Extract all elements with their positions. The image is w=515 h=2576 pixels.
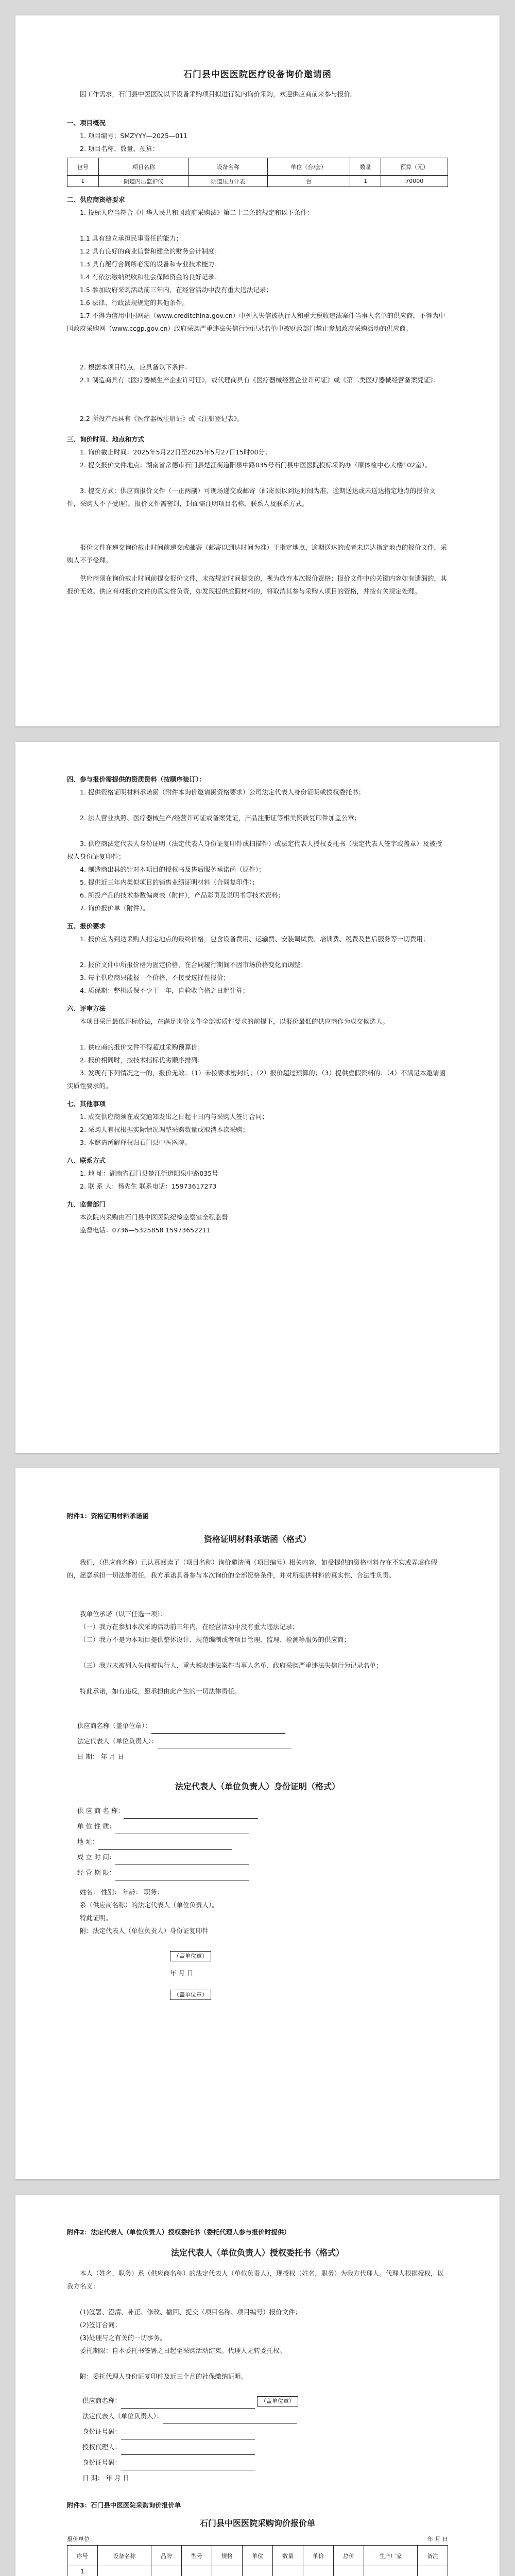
page-title: 石门县中医医院医疗设备询价邀请函 [183,70,332,80]
paragraph: 特此证明。 [80,1914,112,1922]
paragraph: 2. 法人营业执照、医疗器械生产/经营许可证或备案凭证，产品注册证等相关资质复印件加盖公章； [80,814,361,822]
section-heading: 八、联系方式 [67,1157,106,1164]
section-heading: 六、评审方法 [67,1005,106,1012]
table-header: 序号 [67,2546,98,2566]
contact-person: 2. 联 系 人：杨先生 联系电话：15973617273 [80,1182,217,1190]
paragraph: 供应商须在询价截止时间前提交报价文件，未按规定时间提交的，视为放弃本次报价资格；报价文件中的关键内容如有遗漏的，其报价无效。供应商对报价文件的真实性负责，如发现提供虚假材料的，将取消其参与采购人项目的资格，并按有关规定处理。 [67,574,447,595]
form-field: 法定代表人（单位负责人）： [82,2409,448,2424]
table-header: 设备名称 [98,2546,151,2566]
form-title: 石门县中医医院采购询价报价单 [199,2518,315,2528]
paragraph: 委托期限：自本委托书签署之日起至采购活动结束。代理人无转委托权。 [80,2347,286,2354]
paragraph: （一）我方在参加本次采购活动前三年内，在经营活动中没有重大违法记录； [80,1623,299,1631]
table-header: 备注 [417,2546,448,2566]
table-header: 型号 [181,2546,212,2566]
paragraph: 3. 发现有下列情况之一的，报价无效：（1）未按要求密封的；（2）报价超过预算的；（3）提供虚假资料的；（4）不满足本邀请函实质性要求的。 [67,1069,446,1090]
paragraph: 1.3 具有履行合同所必需的设备和专业技术能力； [80,260,221,268]
paragraph: 2.2 所投产品具有《医疗器械注册证》或《注册登记表》。 [80,415,244,422]
table-row: 1 阴道内压监护仪 阴道压力计表 台 1 70000 [67,176,448,187]
form-field: 授权代理人： [82,2439,448,2455]
table-header: 品牌 [151,2546,181,2566]
paragraph: 5. 提供近三年内类似项目的销售业绩证明材料（合同复印件）； [80,878,259,886]
paragraph: (2)签订合同； [80,2321,122,2329]
signature-date: 年 月 日 [170,1969,194,1977]
signature-date: 日 期： 年 月 日 [82,2474,129,2482]
table-header: 包号 [67,158,99,176]
paragraph: 1.2 具有良好的商业信誉和健全的财务会计制度； [80,247,221,255]
paragraph: 2. 根据本项目特点，应具备以下条件： [80,363,191,371]
paragraph: 3. 供应商法定代表人身份证明（法定代表人身份证复印件或扫描件）或法定代表人授权委托书（法定代表人签字或盖章）及被授权人身份证复印件； [67,840,442,860]
paragraph: 附：委托代理人身份证复印件及近三个月的社保缴纳证明。 [80,2372,248,2380]
budget-table [67,158,448,187]
supervision-phone: 监督电话：0736—5325858 15973652211 [80,1226,211,1234]
project-items-label: 2. 项目名称、数量、预算： [80,145,159,152]
form-field: 供 应 商 名 称： [77,1803,448,1819]
paragraph: 1.6 法律、行政法规规定的其他条件。 [80,299,189,307]
paragraph: （二）我方不是为本项目提供整体设计、规范编制或者项目管理、监理、检测等服务的供应商； [80,1636,351,1643]
signature-date: 日 期： 年 月 日 [77,1753,124,1760]
page-2 [15,742,500,1453]
signature-supplier: 供应商名称（盖单位章）： [77,1718,448,1734]
form-title: 资格证明材料承诺函（格式） [203,1534,311,1544]
paragraph: 我们，（供应商名称）已认真阅读了（项目名称）询价邀请函（项目编号）相关内容，如受提供的资格材料存在不实或弄虚作假的，愿意承担一切法律责任。我方承诺具备参与本次询价的全部资格条件，并对所提供材料的真实性、合法性负责。 [67,1558,437,1579]
section-heading: 三、询价时间、地点和方式 [67,435,145,443]
form-field: 经 营 期 限： [77,1865,448,1880]
contact-address: 1. 地 址：湖南省石门县楚江街道阳泉中路035号 [80,1170,218,1177]
intro-paragraph: 因工作需求，石门县中医医院以下设备采购项目拟进行院内询价采购，欢迎供应商前来参与报价。 [80,90,357,98]
table-header: 规格 [212,2546,242,2566]
paragraph: 1.1 具有独立承担民事责任的能力； [80,234,182,242]
form-field: 成 立 时 间： [77,1850,448,1865]
paragraph: 1. 报价应为到达采购人指定地点的最终价格，包含设备费用、运输费、安装调试费、培训费、税费及售后服务等一切费用； [80,935,430,943]
paragraph: 1. 成交供应商须在成交通知发出之日起十日内与采购人签订合同； [80,1113,268,1121]
paragraph: 1.4 有依法缴纳税收和社会保障资金的良好记录； [80,273,221,281]
paragraph: 姓名： 性别： 年龄： 职务： [80,1888,163,1896]
paragraph: 本项目采用最低评标价法，在满足询价文件全部实质性要求的前提下，以报价最低的供应商作为成交候选人。 [80,1018,389,1025]
paragraph: 系（供应商名称）的法定代表人（单位负责人）。 [80,1901,218,1909]
table-header: 项目名称 [98,158,188,176]
paragraph: 1.7 不得为信用中国网站（www.creditchina.gov.cn）中列入失信被执行人和重大税收违法案件当事人名单的供应商，不得为中国政府采购网（www.ccgp.gov.cn）政府采购严重违法失信行为记录名单中被财政部门禁止参加政府采购活动的供应商。 [67,312,445,332]
quote-meta: 报价单位： 年 月 日 [67,2536,448,2543]
table-header: 数量 [350,158,381,176]
table-header: 预算（元） [381,158,448,176]
page-3 [15,1468,500,2179]
paragraph: 1. 询价截止时间：2025年5月22日至2025年5月27日15时00分； [80,448,271,456]
annex-label: 附件2：法定代表人（单位负责人）授权委托书（委托代理人参与报价时提供） [67,2228,290,2236]
paragraph: 1. 提供资格证明材料承诺函（附件本询价邀请函资格要求）公司法定代表人身份证明或授权委托书； [80,788,365,796]
section-heading: 一、项目概况 [67,119,106,127]
section-heading: 七、其他事项 [67,1100,106,1108]
paragraph: 4. 质保期：整机质保不少于一年，自验收合格之日起计算； [80,987,249,994]
paragraph: 2.1 制造商具有《医疗器械生产企业许可证》，或代理商具有《医疗器械经营企业许可证》或《第二类医疗器械经营备案凭证》； [80,376,440,384]
paragraph: 我单位承诺（以下任选一项）： [80,1610,167,1618]
paragraph: 2. 采购人有权根据实际情况调整采购数量或取消本次采购； [80,1126,249,1133]
paragraph: 本次院内采购由石门县中医医院纪检监察室全程监督 [80,1213,228,1221]
paragraph: 1. 投标人应当符合《中华人民共和国政府采购法》第二十二条的规定和以下条件： [80,209,314,216]
form-field: 地 址： [77,1834,448,1850]
paragraph: 2. 报价相同时，按技术指标优劣顺序排列； [80,1056,204,1064]
paragraph: 7. 询价报价单（附件）。 [80,904,149,912]
annex-label: 附件1：资格证明材料承诺函 [67,1512,149,1520]
paragraph: 2. 报价文件中所报价格为固定价格，在合同履行期间不因市场价格变化而调整； [80,961,307,969]
paragraph: 本人（姓名，职务）系（供应商名称）的法定代表人（单位负责人），现授权（姓名，职务）为我方代理人。代理人根据授权，以我方名义： [67,2269,444,2290]
table-header: 单价 [303,2546,334,2566]
form-title: 法定代表人（单位负责人）身份证明（格式） [175,1782,340,1791]
page-1 [15,15,500,726]
page-4 [15,2195,500,2576]
form-field: 单 位 性 质： [77,1819,448,1834]
paragraph: 附：法定代表人（单位负责人）身份证复印件 [80,1927,209,1935]
section-heading: 九、监督部门 [67,1200,106,1208]
paragraph: 3. 提交方式：供应商报价文件（一正两副）可现场递交或邮寄（邮寄须以到达时间为准，逾期送达或未送达指定地点的报价文件，采购人不予受理）。报价文件需密封，封面需注明项目名称、联系人及联系方式。 [67,487,436,507]
form-field: 身份证号码： [82,2455,448,2470]
paragraph: （三）我方未被列入失信被执行人、重大税收违法案件当事人名单、政府采购严重违法失信行为记录名单； [80,1662,383,1669]
paragraph: 3. 每个供应商只能报一个价格，不接受选择性报价； [80,974,230,981]
paragraph: (1)签署、澄清、补正、修改、撤回、提交（项目名称、项目编号）报价文件； [80,2308,302,2316]
paragraph: 1.5 参加政府采购活动前三年内，在经营活动中没有重大违法记录； [80,286,272,294]
section-heading: 四、参与报价需提供的资质资料（按顺序装订）： [67,775,205,783]
stamp-placeholder: （盖单位章） [170,1950,448,1961]
paragraph: (3)处理与之有关的一切事务。 [80,2334,166,2342]
table-header: 单位 [242,2546,272,2566]
table-row: 1 [67,2566,448,2576]
paragraph: 报价文件在递交询价截止时间前递交或邮寄（邮寄以到达时间为准）于指定地点，逾期送达的或者未送达指定地点的报价文件，采购人不予受理。 [67,544,447,564]
paragraph: 3. 本邀请函解释权归石门县中医医院。 [80,1139,191,1146]
paragraph: 2. 提交报价文件地点：湖南省常德市石门县楚江街道阳泉中路035号石门县中医医院投标采购办（原体检中心大楼102室）。 [80,461,432,469]
table-header: 数量 [272,2546,303,2566]
annex-label: 附件3：石门县中医医院采购询价报价单 [67,2501,181,2509]
form-field: 供应商名称： （盖单位章） [82,2393,448,2409]
paragraph: 6. 所投产品的技术参数偏离表（附件），产品彩页及说明书等技术资料； [80,891,285,899]
form-field: 身份证号码： [82,2424,448,2439]
table-header: 单位（台/套） [267,158,350,176]
section-heading: 五、报价要求 [67,922,106,930]
stamp-placeholder: （盖单位章） [170,1989,448,2000]
project-number: 1. 项目编号：SMZYYY—2025—011 [80,132,188,140]
form-title: 法定代表人（单位负责人）授权委托书（格式） [170,2248,344,2258]
paragraph: 特此承诺，如有违反，愿承担由此产生的一切法律责任。 [80,1687,241,1695]
table-header: 生产厂家 [364,2546,418,2566]
quote-table [67,2545,448,2576]
signature-legal: 法定代表人（单位负责人）： [77,1734,448,1749]
paragraph: 1. 供应商的报价文件不得超过采购预算价； [80,1043,204,1051]
section-heading: 二、供应商资格要求 [67,196,125,204]
table-header: 设备名称 [189,158,268,176]
table-header: 总价 [334,2546,364,2566]
paragraph: 4. 制造商出具的针对本项目的授权书及售后服务承诺函（原件）； [80,866,265,873]
